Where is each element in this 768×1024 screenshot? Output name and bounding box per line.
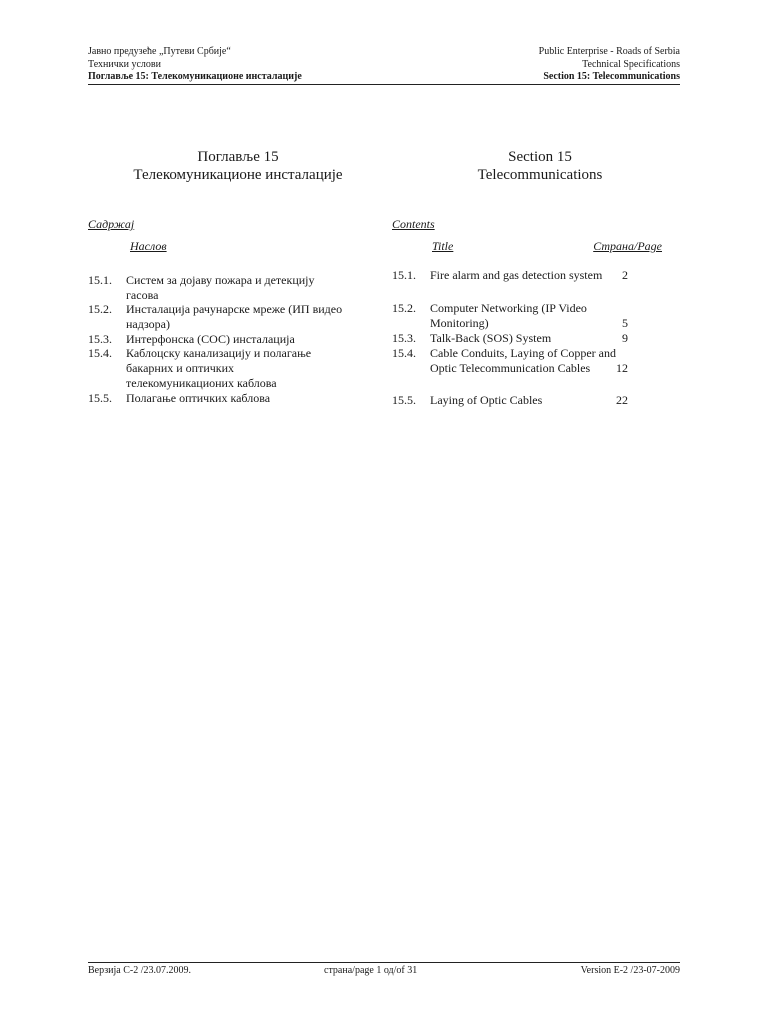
title-sr-line1: Поглавље 15	[197, 149, 279, 165]
header-right-line3: Section 15: Telecommunications	[543, 71, 680, 82]
toc-en-item-page: 9	[622, 331, 628, 345]
title-en-line2: Telecommunications	[477, 167, 603, 183]
toc-en-item-page: 12	[616, 361, 628, 375]
footer-version-en: Version E-2 /23-07-2009	[580, 965, 680, 976]
toc-sr-item-num: 15.3.	[88, 332, 112, 346]
toc-en-item-page: 5	[622, 316, 628, 330]
toc-en-heading: Contents	[392, 217, 435, 231]
footer-rule	[88, 962, 680, 963]
toc-sr-item-num: 15.1.	[88, 273, 112, 287]
toc-sr-heading: Садржај	[88, 217, 135, 231]
toc-en-item-num: 15.5.	[392, 393, 416, 407]
header-left-line2: Технички услови	[88, 59, 161, 70]
toc-sr-item-text: Интерфонска (СОС) инсталација	[126, 332, 295, 346]
toc-en-item-text: Talk-Back (SOS) System	[430, 331, 552, 345]
toc-sr-col-title: Наслов	[130, 239, 167, 253]
toc-en-item-text: Laying of Optic Cables	[430, 393, 543, 407]
toc-sr-item-text: Полагање оптичких каблова	[126, 391, 271, 405]
toc-en-item-num: 15.4.	[392, 346, 416, 360]
header-left-line3: Поглавље 15: Телекомуникационе инсталације	[88, 71, 302, 82]
header-right-line2: Technical Specifications	[582, 59, 680, 70]
toc-sr-item-text: Систем за дојаву пожара и детекцију гасова	[126, 273, 315, 302]
toc-en-item-page: 2	[622, 268, 628, 282]
toc-en-col-page: Страна/Page	[593, 239, 662, 253]
toc-en-item-num: 15.1.	[392, 268, 416, 282]
toc-en-item-text: Fire alarm and gas detection system	[430, 268, 603, 282]
toc-sr-item-text: Инсталација рачунарске мреже (ИП видео надзора)	[126, 302, 343, 331]
footer-version-sr: Верзија С-2 /23.07.2009.	[88, 965, 192, 976]
toc-en-item-num: 15.2.	[392, 301, 416, 315]
footer-page-number: страна/page 1 од/of 31	[324, 965, 418, 976]
toc-en-item-text: Cable Conduits, Laying of Copper and Optic Telecommunication Cables	[430, 346, 616, 375]
toc-sr-item-text: Каблоцску канализацију и полагање бакарних и оптичких телекомуникационих каблова	[126, 346, 312, 390]
header-rule	[88, 84, 680, 85]
header-right-line1: Public Enterprise - Roads of Serbia	[538, 46, 680, 57]
toc-sr-item-num: 15.2.	[88, 302, 112, 316]
toc-sr-item-num: 15.4.	[88, 346, 112, 360]
toc-sr-item-num: 15.5.	[88, 391, 112, 405]
header-left-line1: Јавно предузеће „Путеви Србије“	[88, 46, 231, 57]
toc-en-item-text: Computer Networking (IP Video Monitoring)	[430, 301, 587, 330]
toc-en-item-page: 22	[616, 393, 628, 407]
toc-en-col-title: Title	[432, 239, 454, 253]
toc-en-item-num: 15.3.	[392, 331, 416, 345]
title-en-line1: Section 15	[508, 149, 572, 165]
title-sr-line2: Телекомуникационе инсталације	[133, 167, 343, 183]
